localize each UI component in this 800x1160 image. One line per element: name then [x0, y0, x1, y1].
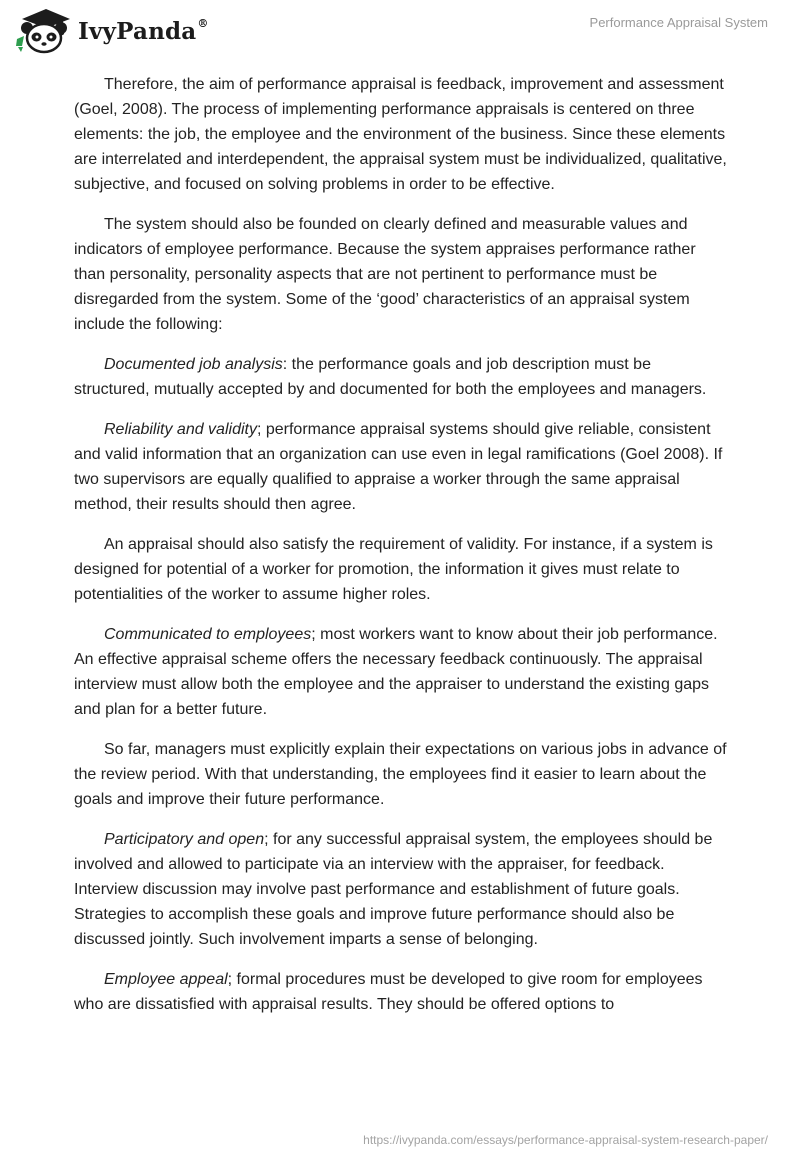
paragraph — [74, 827, 728, 952]
document-title: Performance Appraisal System — [589, 15, 768, 30]
paragraph-lead: Participatory and open — [104, 831, 265, 848]
paragraph-text: ; formal procedures must be developed to give room for employees who are dissatisfied with appraisal results. They should be offered options to — [74, 971, 703, 1013]
paragraph-lead: Reliability and validity — [104, 421, 257, 438]
paragraph — [74, 967, 728, 1017]
ivypanda-logo[interactable] — [14, 6, 214, 54]
paragraph — [74, 72, 728, 197]
panda-graduate-icon — [14, 6, 74, 54]
paragraph-text: An appraisal should also satisfy the requirement of validity. For instance, if a system is designed for potential of a worker for promotion, the information it gives must relate to potentialities of the worker to assume higher roles. — [74, 536, 713, 603]
page-header — [0, 0, 800, 60]
essay-body — [74, 72, 728, 1032]
paragraph — [74, 352, 728, 402]
paragraph-lead: Communicated to employees — [104, 626, 312, 643]
paragraph — [74, 212, 728, 337]
paragraph — [74, 532, 728, 607]
paragraph-lead: Employee appeal — [104, 971, 228, 988]
paragraph-text: So far, managers must explicitly explain their expectations on various jobs in advance of the review period. With that understanding, the employees find it easier to learn about the goals and improve their future performance. — [74, 741, 727, 808]
brand-name: IvyPanda® — [78, 17, 209, 45]
paragraph — [74, 417, 728, 517]
paragraph-text: Therefore, the aim of performance appraisal is feedback, improvement and assessment (Goel, 2008). The process of implementing performance appraisals is centered on three elements: the job, the employee and the environment of the business. Since these elements are interrelated and interdependent, the appraisal system must be individualized, qualitative, subjective, and focused on solving problems in order to be effective. — [74, 76, 727, 193]
paragraph-text: ; for any successful appraisal system, the employees should be involved and allowed to participate via an interview with the appraiser, for feedback. Interview discussion may involve past performance and establishment of future goals. Strategies to accomplish these goals and improve future performance should also be discussed jointly. Such involvement imparts a sense of belonging. — [74, 831, 713, 948]
source-url-link[interactable]: https://ivypanda.com/essays/performance-appraisal-system-research-paper/ — [363, 1133, 768, 1147]
paragraph-lead: Documented job analysis — [104, 356, 283, 373]
paragraph-text: ; performance appraisal systems should give reliable, consistent and valid information that an organization can use even in legal ramifications (Goel 2008). If two supervisors are equally qualified to appraise a worker through the same appraisal method, their results should then agree. — [74, 421, 723, 513]
paragraph — [74, 622, 728, 722]
paragraph-text: The system should also be founded on clearly defined and measurable values and indicators of employee performance. Because the system appraises performance rather than personality, personality aspects that are not pertinent to performance must be disregarded from the system. Some of the ‘good’ characteristics of an appraisal system include the following: — [74, 216, 696, 333]
paragraph-text: : the performance goals and job description must be structured, mutually accepted by and documented for both the employees and managers. — [74, 356, 707, 398]
paragraph-text: ; most workers want to know about their job performance. An effective appraisal scheme offers the necessary feedback continuously. The appraisal interview must allow both the employee and the appraiser to understand the existing gaps and plan for a better future. — [74, 626, 718, 718]
paragraph — [74, 737, 728, 812]
